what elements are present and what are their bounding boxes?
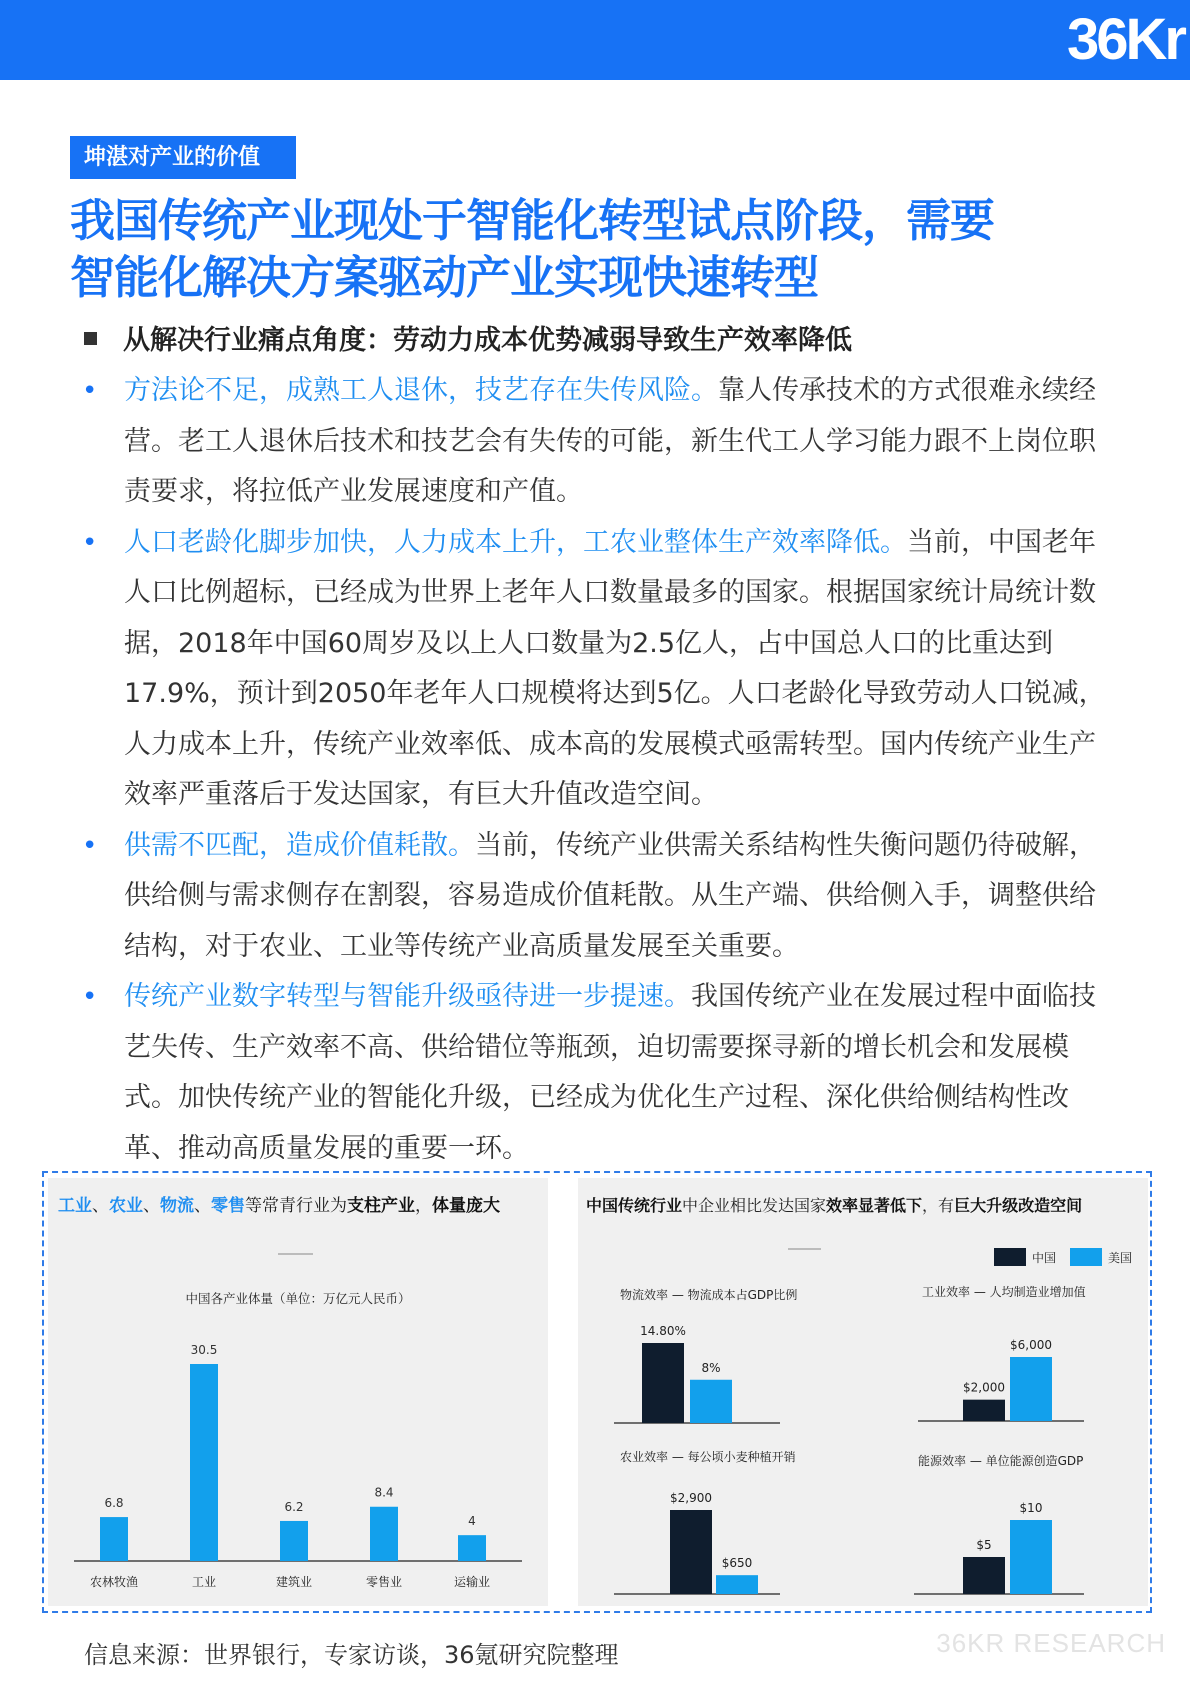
data-label: 6.8 bbox=[104, 1496, 124, 1511]
bar-usa bbox=[1010, 1520, 1052, 1594]
title-line-2: 智能化解决方案驱动产业实现快速转型 bbox=[70, 251, 819, 304]
section-tag: 坤湛对产业的价值 bbox=[70, 136, 296, 179]
bar bbox=[190, 1364, 218, 1561]
source-note: 信息来源：世界银行，专家访谈，36氪研究院整理 bbox=[84, 1641, 619, 1669]
bullet-list bbox=[80, 366, 1120, 1174]
efficiency-charts bbox=[578, 1178, 1148, 1606]
square-bullet-icon bbox=[84, 332, 97, 345]
bar-usa bbox=[716, 1575, 758, 1594]
brand-logo: 36Kr bbox=[1067, 7, 1184, 72]
bullet-item bbox=[80, 821, 1120, 973]
data-label: $5 bbox=[976, 1538, 992, 1552]
bullet-item bbox=[80, 518, 1120, 821]
industry-size-chart bbox=[48, 1178, 548, 1606]
bullet-text: 靠人传承技术的方式很难永续经营。老工人退休后技术和技艺会有失传的可能，新生代工人学习能力跟不上岗位职责要求，将拉低产业发展速度和产值。 bbox=[124, 375, 1096, 507]
subheading-text: 从解决行业痛点角度：劳动力成本优势减弱导致生产效率降低 bbox=[123, 325, 852, 356]
title-segment: 效率显著低下 bbox=[826, 1196, 923, 1215]
subchart-title: 工业效率 — 人均制造业增加值 bbox=[922, 1285, 1086, 1299]
title-segment: 中企业相比发达国家 bbox=[682, 1196, 827, 1215]
title-segment: 工业 bbox=[58, 1196, 92, 1216]
efficiency-card bbox=[578, 1178, 1148, 1606]
category-label: 建筑业 bbox=[275, 1575, 313, 1589]
data-label: 4 bbox=[468, 1514, 476, 1529]
subchart-title: 农业效率 — 每公顷小麦种植开销 bbox=[620, 1450, 796, 1464]
header-bar bbox=[0, 0, 1190, 80]
chart-title: 中国各产业体量（单位：万亿元人民币） bbox=[185, 1291, 411, 1306]
panel2-title bbox=[586, 1196, 1082, 1215]
bullet-text: 当前，传统产业供需关系结构性失衡问题仍待破解，供给侧与需求侧存在割裂，容易造成价值耗散。从生产端、供给侧入手，调整供给结构，对于农业、工业等传统产业高质量发展至关重要。 bbox=[124, 829, 1096, 962]
bullet-highlight: 方法论不足，成熟工人退休，技艺存在失传风险。 bbox=[124, 375, 718, 406]
bar bbox=[458, 1535, 486, 1561]
category-label: 运输业 bbox=[453, 1575, 491, 1589]
bullet-dot-icon: • bbox=[82, 982, 98, 1012]
data-label: 14.80% bbox=[640, 1324, 686, 1338]
industry-size-card bbox=[48, 1178, 548, 1606]
title-segment: 农业 bbox=[109, 1196, 143, 1216]
bullet-dot-icon: • bbox=[82, 527, 98, 558]
panel1-title bbox=[58, 1195, 500, 1216]
legend-label: 美国 bbox=[1108, 1251, 1133, 1265]
category-label: 农林牧渔 bbox=[89, 1575, 139, 1589]
data-label: 30.5 bbox=[190, 1343, 218, 1357]
bar bbox=[280, 1521, 308, 1561]
data-label: 8% bbox=[701, 1360, 721, 1375]
category-label: 工业 bbox=[191, 1575, 217, 1589]
data-label: $2,000 bbox=[963, 1380, 1005, 1395]
data-label: $2,900 bbox=[670, 1491, 712, 1505]
data-label: $650 bbox=[721, 1556, 753, 1571]
bar-usa bbox=[1010, 1357, 1052, 1421]
bullet-text: 我国传统产业在发展过程中面临技艺失传、生产效率不高、供给错位等瓶颈，迫切需要探寻新的增长机会和发展模式。加快传统产业的智能化升级，已经成为优化生产过程、深化供给侧结构性改革、推动高质量发展的重要一环。 bbox=[124, 981, 1096, 1164]
bar bbox=[370, 1507, 398, 1561]
title-line-1: 我国传统产业现处于智能化转型试点阶段，需要 bbox=[70, 194, 995, 247]
bar bbox=[100, 1517, 128, 1561]
bullet-text: 当前，中国老年人口比例超标，已经成为世界上老年人口数量最多的国家。根据国家统计局统计数据，2018年中国60周岁及以上人口数量为2.5亿人，占中国总人口的比重达到17.9%，预计到2050年老年人口规模将达到5亿。人口老龄化导致劳动人口锐减，人力成本上升，传统产业效率低、成本高的发展模式亟需转型。国内传统产业生产效率严重落后于发达国家，有巨大升值改造空间。 bbox=[124, 526, 1106, 810]
title-segment: 体量庞大 bbox=[432, 1196, 500, 1216]
bar-china bbox=[642, 1343, 684, 1423]
subchart-title: 物流效率 — 物流成本占GDP比例 bbox=[620, 1288, 798, 1302]
watermark: 36KR RESEARCH bbox=[936, 1628, 1166, 1658]
title-segment: 物流 bbox=[160, 1196, 194, 1216]
bar-usa bbox=[690, 1380, 732, 1423]
category-label: 零售业 bbox=[365, 1575, 403, 1589]
title-segment: 巨大升级改造空间 bbox=[954, 1196, 1083, 1215]
legend-swatch-usa bbox=[1070, 1248, 1102, 1266]
title-segment: 零售 bbox=[211, 1196, 245, 1216]
title-segment: 、 bbox=[92, 1196, 109, 1216]
bullet-highlight: 传统产业数字转型与智能升级亟待进一步提速。 bbox=[124, 981, 691, 1012]
legend-swatch-china bbox=[994, 1248, 1026, 1266]
data-label: 8.4 bbox=[374, 1485, 394, 1500]
data-label: 6.2 bbox=[284, 1499, 304, 1514]
bullet-dot-icon: • bbox=[82, 830, 98, 861]
bullet-dot-icon: • bbox=[82, 376, 98, 406]
subchart-title: 能源效率 — 单位能源创造GDP bbox=[918, 1454, 1084, 1468]
title-segment: 、 bbox=[143, 1196, 160, 1216]
title-segment: ，有 bbox=[922, 1196, 955, 1215]
bar-china bbox=[963, 1400, 1005, 1421]
bullet-highlight: 供需不匹配，造成价值耗散。 bbox=[124, 829, 475, 861]
title-segment: 支柱产业 bbox=[347, 1196, 415, 1216]
title-segment: 中国传统行业 bbox=[586, 1196, 683, 1215]
title-segment: 、 bbox=[194, 1196, 211, 1216]
bullet-item bbox=[80, 972, 1120, 1174]
page-title bbox=[70, 192, 1130, 306]
legend-label: 中国 bbox=[1032, 1251, 1057, 1265]
subheading bbox=[84, 321, 852, 361]
title-segment: ， bbox=[415, 1196, 432, 1216]
bar-china bbox=[670, 1510, 712, 1594]
bullet-item bbox=[80, 366, 1120, 518]
bar-china bbox=[963, 1557, 1005, 1594]
bullet-highlight: 人口老龄化脚步加快，人力成本上升，工农业整体生产效率降低。 bbox=[124, 526, 907, 558]
data-label: $10 bbox=[1019, 1501, 1043, 1515]
data-label: $6,000 bbox=[1010, 1338, 1052, 1352]
title-segment: 等常青行业为 bbox=[245, 1196, 347, 1216]
